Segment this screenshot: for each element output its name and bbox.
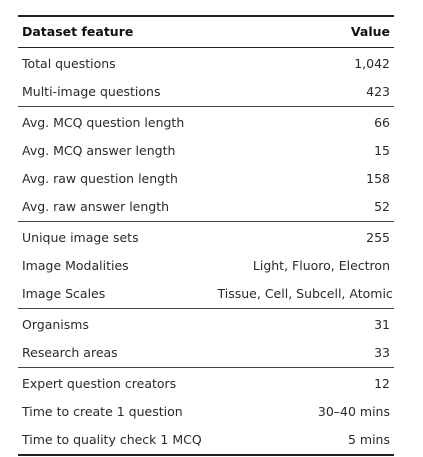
- feature-cell: Total questions: [22, 56, 116, 71]
- value-cell: 31: [374, 317, 390, 332]
- table-row: [18, 426, 394, 455]
- value-cell: 30–40 mins: [317, 404, 390, 419]
- value-cell: 52: [214, 193, 394, 222]
- feature-cell: Avg. MCQ answer length: [22, 143, 176, 158]
- feature-cell: Research areas: [18, 339, 214, 368]
- table-row: [18, 193, 394, 222]
- value-cell: Tissue, Cell, Subcell, Atomic: [214, 280, 394, 309]
- value-cell: 1,042: [354, 56, 390, 71]
- value-cell: 5 mins: [214, 426, 394, 455]
- table-row: [18, 78, 394, 107]
- header-value: Value: [214, 16, 394, 48]
- table-row: [18, 137, 394, 165]
- table-row: [18, 107, 394, 138]
- value-cell: 255: [366, 230, 390, 245]
- feature-cell: Organisms: [22, 317, 89, 332]
- table-row: [18, 280, 394, 309]
- feature-cell: Image Modalities: [22, 258, 129, 273]
- table-row: [18, 222, 394, 253]
- value-cell: 66: [374, 115, 390, 130]
- feature-cell: Avg. MCQ question length: [22, 115, 185, 130]
- value-cell: 12: [374, 376, 390, 391]
- value-cell: 15: [374, 143, 390, 158]
- table-row: [18, 309, 394, 340]
- table-row: [18, 398, 394, 426]
- value-cell: Light, Fluoro, Electron: [252, 258, 390, 273]
- value-cell: 158: [366, 171, 390, 186]
- feature-cell: Expert question creators: [22, 376, 177, 391]
- table-row: [18, 339, 394, 368]
- feature-cell: Avg. raw answer length: [18, 193, 214, 222]
- feature-cell: Avg. raw question length: [22, 171, 178, 186]
- table-row: [18, 252, 394, 280]
- header-dataset-feature: Dataset feature: [18, 16, 214, 48]
- table-body: [18, 48, 394, 456]
- table-header-row: [18, 16, 394, 48]
- table-row: [18, 368, 394, 399]
- table-row: [18, 165, 394, 193]
- dataset-features-table: [18, 15, 394, 456]
- value-cell: 33: [214, 339, 394, 368]
- value-cell: 423: [214, 78, 394, 107]
- dataset-features-table-container: [18, 15, 394, 456]
- feature-cell: Time to create 1 question: [22, 404, 183, 419]
- feature-cell: Time to quality check 1 MCQ: [18, 426, 214, 455]
- table-row: [18, 48, 394, 79]
- feature-cell: Unique image sets: [22, 230, 139, 245]
- feature-cell: Image Scales: [18, 280, 214, 309]
- feature-cell: Multi-image questions: [18, 78, 214, 107]
